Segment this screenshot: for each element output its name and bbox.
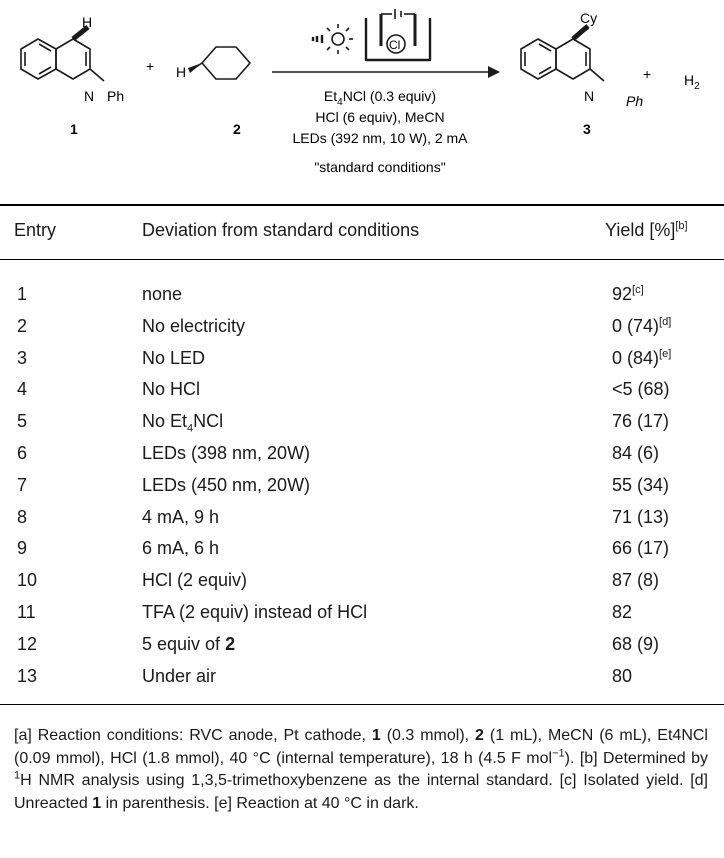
reactant1-ph-label: Ph: [107, 88, 125, 104]
entry-cell: 7: [17, 474, 28, 495]
bottom-rule: [0, 704, 724, 705]
entry-cell: 3: [17, 347, 28, 368]
yield-cell: 82: [612, 602, 633, 622]
condition-line-1: $Et_4NCl$ (0.3 equiv): [323, 88, 437, 108]
yield-cell: 87 (8): [612, 570, 660, 591]
top-rule: [0, 204, 724, 206]
deviation-cell: TFA (2 equiv) instead of HCl: [142, 602, 368, 622]
entry-cell: 5: [17, 411, 28, 432]
yield-cell: 0 (84)[e]: [612, 347, 672, 368]
table-row: [0, 379, 724, 411]
reactant1-number: 1: [70, 121, 78, 137]
entry-cell: 4: [17, 379, 28, 400]
deviation-cell: No LED: [142, 347, 206, 368]
condition-line-3: LEDs (392 nm, 10 W), 2 mA: [292, 130, 468, 146]
entry-cell: 10: [17, 570, 38, 591]
deviation-cell: 5 equiv of 2: [142, 633, 236, 654]
header-yield-note: [b]: [675, 220, 688, 232]
yield-cell: 84 (6): [612, 443, 660, 463]
deviation-cell: 4 mA, 9 h: [142, 506, 220, 527]
table-row: [0, 507, 724, 539]
yield-footnote-ref: [d]: [659, 315, 672, 328]
entry-cell: 8: [17, 506, 28, 527]
table-row: [0, 570, 724, 602]
reactant1-n-label: N: [84, 88, 95, 104]
header-rule: [0, 259, 724, 260]
product-cy-label: Cy: [580, 10, 598, 26]
reactant1-h-label: H: [82, 14, 93, 30]
product-number: 3: [583, 121, 591, 137]
deviation-cell: No electricity: [142, 315, 246, 336]
bold-bond-h: [188, 63, 202, 73]
bold-bond-3: [573, 26, 588, 39]
entry-cell: 9: [17, 538, 28, 559]
entry-cell: 1: [17, 284, 28, 304]
product-n-label: N: [584, 88, 595, 104]
table-row: [0, 475, 724, 507]
deviation-cell: 6 mA, 6 h: [142, 538, 220, 559]
yield-cell: 66 (17): [612, 538, 670, 559]
deviation-cell: none: [142, 284, 183, 304]
yield-cell: 71 (13): [612, 506, 670, 527]
quinoline-1-structure: [21, 28, 104, 81]
light-bulb-icon: [313, 24, 353, 54]
yield-cell: 76 (17): [612, 411, 670, 432]
table-row: [0, 443, 724, 475]
yield-cell: 0 (74)[d]: [612, 315, 672, 336]
deviation-cell: No $Et_4NCl$: [142, 411, 224, 435]
table-row: [0, 284, 724, 316]
reactant2-h-label: H: [176, 64, 187, 80]
deviation-cell: HCl (2 equiv): [142, 570, 248, 591]
entry-cell: 6: [17, 443, 28, 463]
arrowhead: [488, 66, 500, 78]
deviation-cell: LEDs (398 nm, 20W): [142, 443, 311, 463]
yield-cell: <5 (68): [612, 379, 670, 400]
table-row: [0, 538, 724, 570]
table-row: [0, 666, 724, 698]
condition-line-2: HCl (6 equiv), MeCN: [315, 109, 445, 125]
yield-cell: 80: [612, 665, 633, 686]
table-row: [0, 411, 724, 443]
yield-footnote-ref: [e]: [659, 347, 672, 360]
deviation-cell: No HCl: [142, 379, 201, 400]
reactant2-number: 2: [233, 121, 241, 137]
deviation-cell: Under air: [142, 665, 217, 686]
quinoline-3-structure: [521, 39, 604, 81]
table-row: [0, 634, 724, 666]
table-row: [0, 316, 724, 348]
yield-cell: 55 (34): [612, 474, 670, 495]
table-footnote: [a] Reaction conditions: RVC anode, Pt cathode, 1 (0.3 mmol), 2 (1 mL), MeCN (6 mL), Et4NCl (0.09 mmol), HCl (1.8 mmol), 40 °C (internal temperature), 18 h (4.5 F mol$^{-1}$). [b] Determined by $^1$H NMR analysis using 1,3,5-trimethoxybenzene as the internal standard. [c] Isolated yield. [d] Unreacted 1 in parenthesis. [e] Reaction at 40 °C in dark.: [14, 727, 709, 812]
entry-cell: 12: [17, 633, 38, 654]
condition-line-4: "standard conditions": [314, 159, 446, 175]
header-yield-label: Yield [%]: [605, 220, 676, 240]
byproduct-h2: $H_2$: [684, 72, 700, 92]
electrochemical-cell-icon: [366, 9, 430, 60]
reaction-scheme: [0, 0, 724, 190]
table-row: [0, 602, 724, 634]
header-entry: Entry: [14, 220, 57, 240]
header-deviation: Deviation from standard conditions: [142, 220, 420, 240]
yield-cell: 68 (9): [612, 633, 660, 654]
table-row: [0, 348, 724, 380]
deviation-cell: LEDs (450 nm, 20W): [142, 474, 311, 495]
plus-sign-1: +: [146, 58, 155, 74]
header-yield: [605, 220, 688, 241]
entry-cell: 11: [17, 602, 36, 622]
plus-sign-2: +: [643, 66, 652, 82]
yield-cell: 92[c]: [612, 284, 644, 304]
cell-cl-label: Cl: [389, 38, 401, 52]
entry-cell: 13: [17, 665, 38, 686]
product-ph-label: Ph: [626, 93, 644, 109]
cyclohexane-2-structure: [190, 47, 250, 79]
yield-footnote-ref: [c]: [632, 284, 644, 296]
entry-cell: 2: [17, 315, 28, 336]
